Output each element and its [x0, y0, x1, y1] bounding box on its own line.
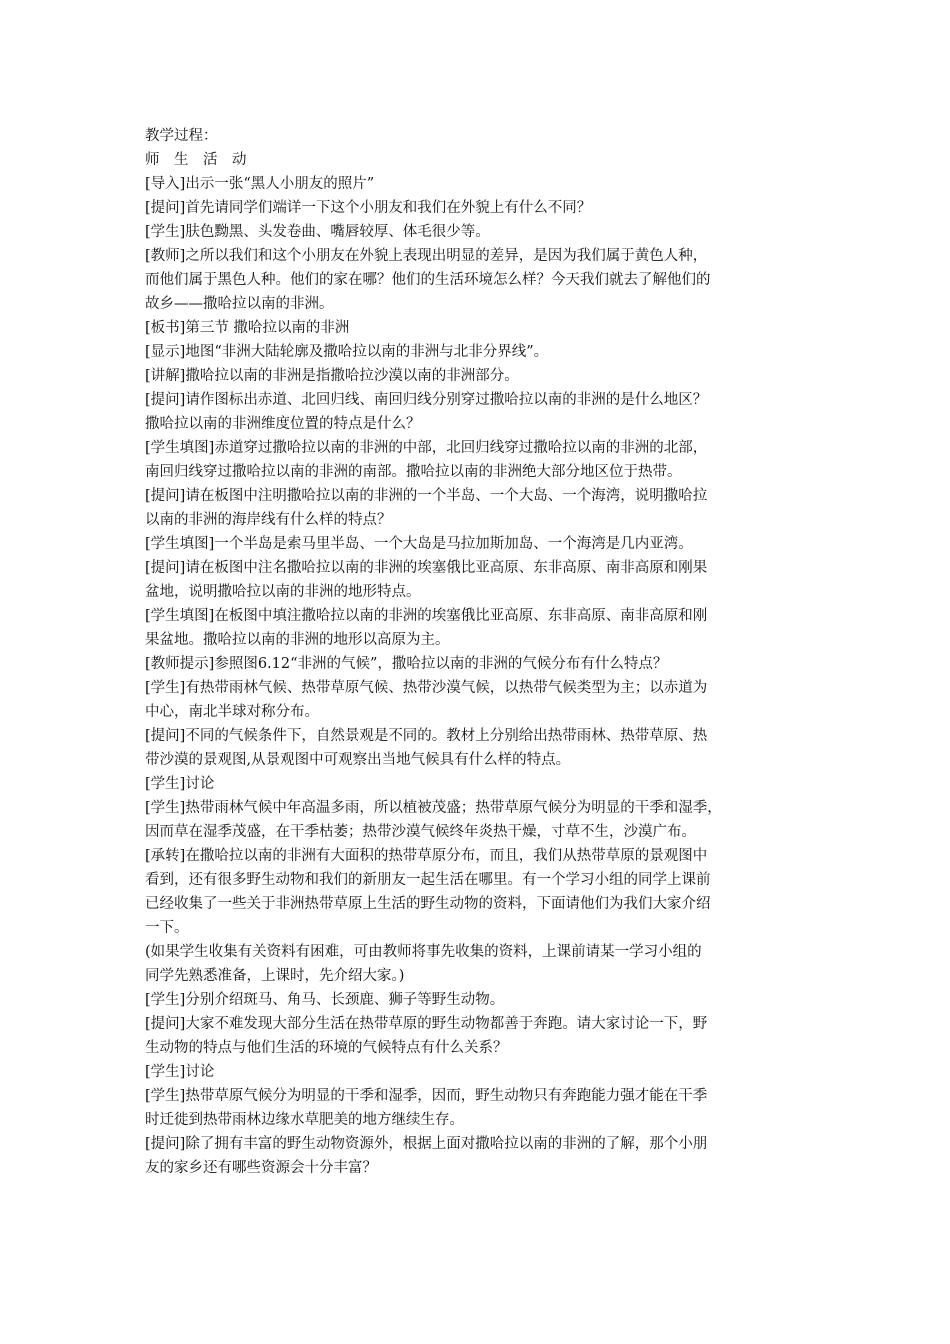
paragraph-line: [学生]分别介绍斑马、角马、长颈鹿、狮子等野生动物。 — [145, 992, 505, 1008]
paragraph — [145, 196, 805, 220]
paragraph-line: [提问]请在板图中注名撒哈拉以南的非洲的埃塞俄比亚高原、东非高原、南非高原和刚果 — [145, 560, 708, 576]
paragraph — [145, 388, 805, 436]
paragraph-line: 故乡——撒哈拉以南的非洲。 — [145, 296, 334, 312]
paragraph-line: 南回归线穿过撒哈拉以南的非洲的南部。撒哈拉以南的非洲绝大部分地区位于热带。 — [145, 464, 682, 480]
paragraph — [145, 484, 805, 532]
paragraph-line: [学生]讨论 — [145, 776, 215, 792]
paragraph-line: [提问]请作图标出赤道、北回归线、南回归线分别穿过撒哈拉以南的非洲的是什么地区？ — [145, 392, 708, 408]
paragraph — [145, 772, 805, 796]
paragraph-line: [板书]第三节 撒哈拉以南的非洲 — [145, 320, 350, 336]
paragraph-line: [学生]肤色黝黑、头发卷曲、嘴唇较厚、体毛很少等。 — [145, 224, 490, 240]
paragraph-line: 以南的非洲的海岸线有什么样的特点？ — [145, 512, 392, 528]
paragraph-line: 果盆地。撒哈拉以南的非洲的地形以高原为主。 — [145, 632, 450, 648]
paragraph-line: [提问]首先请同学们端详一下这个小朋友和我们在外貌上有什么不同？ — [145, 200, 592, 216]
paragraph-line: [讲解]撒哈拉以南的非洲是指撒哈拉沙漠以南的非洲部分。 — [145, 368, 519, 384]
column-heading: 师 生 活 动 — [145, 152, 247, 168]
section-heading: 教学过程： — [145, 128, 218, 144]
paragraph-line: 时迁徙到热带雨林边缘水草肥美的地方继续生存。 — [145, 1112, 464, 1128]
paragraph — [145, 940, 805, 988]
paragraph — [145, 1132, 805, 1180]
paragraph-line: 友的家乡还有哪些资源会十分丰富？ — [145, 1160, 377, 1176]
paragraph-line: 一下。 — [145, 920, 189, 936]
paragraph-line: [导入]出示一张“黑人小朋友的照片” — [145, 176, 375, 192]
document-body — [145, 124, 805, 1180]
paragraph-line: 因而草在湿季茂盛，在干季枯萎；热带沙漠气候终年炎热干燥，寸草不生，沙漠广布。 — [145, 824, 696, 840]
paragraph — [145, 1084, 805, 1132]
paragraph — [145, 532, 805, 556]
paragraph-line: [学生]热带草原气候分为明显的干季和湿季，因而，野生动物只有奔跑能力强才能在干季 — [145, 1088, 708, 1104]
paragraph-line: [学生]热带雨林气候中年高温多雨，所以植被茂盛；热带草原气候分为明显的干季和湿季， — [145, 800, 722, 816]
paragraph-line: [承转]在撒哈拉以南的非洲有大面积的热带草原分布，而且，我们从热带草原的景观图中 — [145, 848, 708, 864]
paragraph — [145, 436, 805, 484]
paragraph-line: 带沙漠的景观图,从景观图中可观察出当地气候具有什么样的特点。 — [145, 752, 571, 768]
paragraph — [145, 244, 805, 316]
paragraph-line: [提问]请在板图中注明撒哈拉以南的非洲的一个半岛、一个大岛、一个海湾，说明撒哈拉 — [145, 488, 708, 504]
paragraph — [145, 1060, 805, 1084]
paragraph-line: [提问]不同的气候条件下，自然景观是不同的。教材上分别给出热带雨林、热带草原、热 — [145, 728, 708, 744]
paragraph-line: 中心，南北半球对称分布。 — [145, 704, 319, 720]
paragraph — [145, 604, 805, 652]
paragraph-line: [学生]有热带雨林气候、热带草原气候、热带沙漠气候，以热带气候类型为主；以赤道为 — [145, 680, 708, 696]
paragraph-line: [教师提示]参照图6.12“非洲的气候”，撒哈拉以南的非洲的气候分布有什么特点？ — [145, 656, 668, 672]
paragraph-line: 盆地，说明撒哈拉以南的非洲的地形特点。 — [145, 584, 421, 600]
paragraph-line: [提问]除了拥有丰富的野生动物资源外，根据上面对撒哈拉以南的非洲的了解，那个小朋 — [145, 1136, 708, 1152]
paragraph — [145, 316, 805, 340]
paragraph-line: [学生]讨论 — [145, 1064, 215, 1080]
paragraph — [145, 220, 805, 244]
paragraph-line: 同学先熟悉准备，上课时，先介绍大家。) — [145, 968, 405, 984]
paragraph-line: 生动物的特点与他们生活的环境的气候特点有什么关系？ — [145, 1040, 508, 1056]
paragraph-line: [教师]之所以我们和这个小朋友在外貌上表现出明显的差异，是因为我们属于黄色人种， — [145, 248, 708, 264]
paragraph — [145, 724, 805, 772]
paragraph-line: [学生填图]赤道穿过撒哈拉以南的非洲的中部，北回归线穿过撒哈拉以南的非洲的北部， — [145, 440, 708, 456]
paragraph-line: 撒哈拉以南的非洲维度位置的特点是什么？ — [145, 416, 421, 432]
paragraph-line: [显示]地图“非洲大陆轮廓及撒哈拉以南的非洲与北非分界线”。 — [145, 344, 549, 360]
paragraph — [145, 652, 805, 676]
paragraph-line: 而他们属于黑色人种。他们的家在哪？他们的生活环境怎么样？今天我们就去了解他们的 — [145, 272, 711, 288]
paragraph-line: 看到，还有很多野生动物和我们的新朋友一起生活在哪里。有一个学习小组的同学上课前 — [145, 872, 711, 888]
paragraph — [145, 844, 805, 940]
paragraph-line: [提问]大家不难发现大部分生活在热带草原的野生动物都善于奔跑。请大家讨论一下，野 — [145, 1016, 708, 1032]
paragraph — [145, 1012, 805, 1060]
paragraph — [145, 556, 805, 604]
paragraph-line: [学生填图]一个半岛是索马里半岛、一个大岛是马拉加斯加岛、一个海湾是几内亚湾。 — [145, 536, 693, 552]
paragraph — [145, 364, 805, 388]
paragraph-line: [学生填图]在板图中填注撒哈拉以南的非洲的埃塞俄比亚高原、东非高原、南非高原和刚 — [145, 608, 708, 624]
paragraph — [145, 172, 805, 196]
paragraph-line: (如果学生收集有关资料有困难，可由教师将事先收集的资料，上课前请某一学习小组的 — [145, 944, 702, 960]
paragraph — [145, 676, 805, 724]
paragraph — [145, 340, 805, 364]
paragraph-list — [145, 172, 805, 1180]
paragraph-line: 已经收集了一些关于非洲热带草原上生活的野生动物的资料，下面请他们为我们大家介绍 — [145, 896, 711, 912]
paragraph — [145, 796, 805, 844]
paragraph — [145, 988, 805, 1012]
